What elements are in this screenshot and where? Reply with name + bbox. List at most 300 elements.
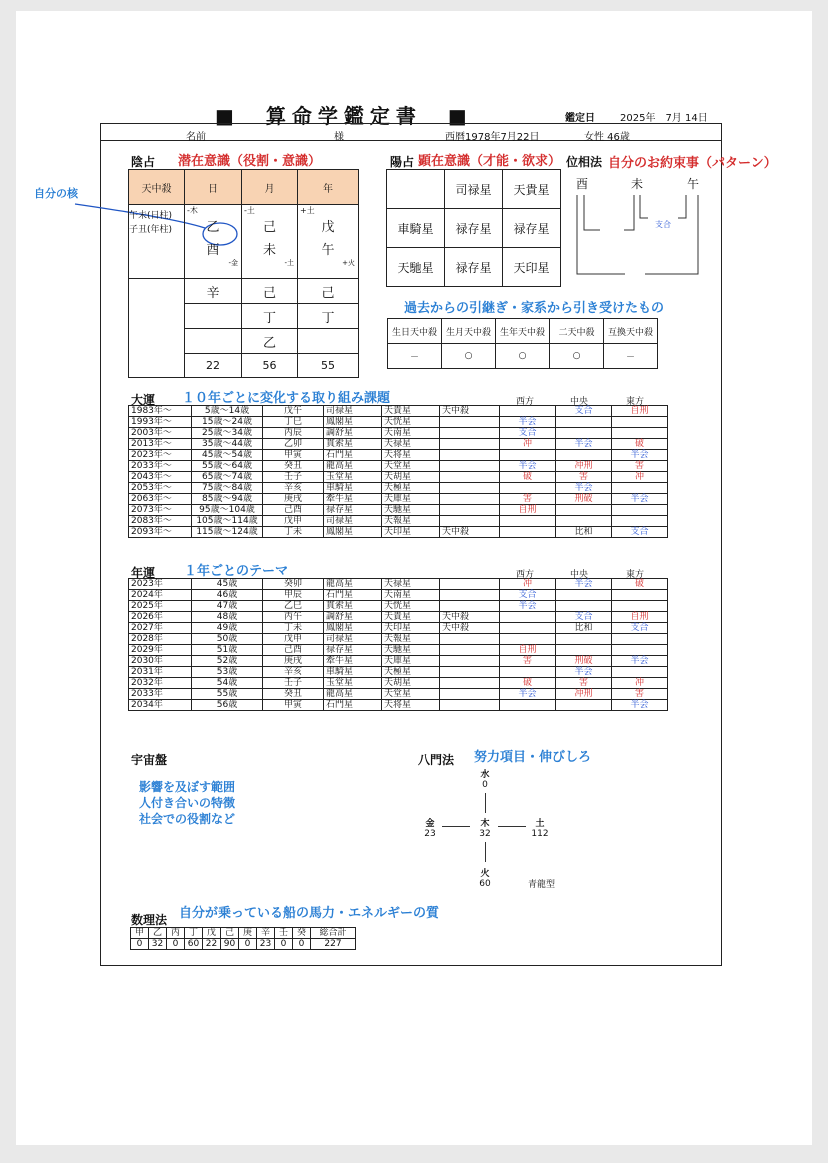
table-cell: 55歳	[192, 689, 263, 700]
sign-day: -木	[187, 206, 198, 215]
yosen-cell: 禄存星	[445, 248, 503, 287]
table-cell: 54歳	[192, 678, 263, 689]
table-cell	[556, 590, 612, 601]
table-cell: 甲辰	[263, 590, 324, 601]
table-cell: 48歳	[192, 612, 263, 623]
suri-cell: 22	[203, 939, 221, 950]
table-cell: 天胡星	[382, 678, 440, 689]
header-year: 年	[298, 170, 359, 205]
zokan-day-2	[185, 304, 242, 329]
table-cell: 2033年～	[129, 461, 192, 472]
table-cell: 丁未	[263, 623, 324, 634]
table-cell: 55歳～64歳	[192, 461, 263, 472]
yosen-label: 陽占	[390, 155, 415, 169]
table-cell: 115歳～124歳	[192, 527, 263, 538]
table-cell: 龍高星	[324, 461, 382, 472]
table-cell	[440, 689, 500, 700]
table-cell: 85歳～94歳	[192, 494, 263, 505]
table-cell: 2025年	[129, 601, 192, 612]
suri-table	[130, 927, 356, 950]
table-cell	[612, 417, 668, 428]
table-cell: 56歳	[192, 700, 263, 711]
table-cell	[440, 450, 500, 461]
table-cell	[440, 667, 500, 678]
zokan-day-3	[185, 329, 242, 354]
zokan-year-2: 丁	[298, 304, 359, 329]
table-cell: 天中殺	[440, 623, 500, 634]
table-cell: 53歳	[192, 667, 263, 678]
yosen-subtitle: 顕在意識（才能・欲求）	[418, 154, 562, 169]
yosen-cell: 禄存星	[445, 209, 503, 248]
table-cell: 龍高星	[324, 689, 382, 700]
header-day: 日	[185, 170, 242, 205]
table-cell	[612, 601, 668, 612]
isou-branch-month: 未	[631, 177, 644, 191]
nenun-dir-west: 西方	[516, 570, 535, 580]
table-cell: 禄存星	[324, 505, 382, 516]
table-cell	[612, 667, 668, 678]
table-cell	[440, 645, 500, 656]
branch-day: 酉	[206, 243, 220, 258]
table-cell: 2030年	[129, 656, 192, 667]
table-cell: 甲寅	[263, 450, 324, 461]
table-cell: 自刑	[612, 612, 668, 623]
table-row	[129, 483, 668, 494]
isou-branch-year: 午	[687, 177, 700, 191]
table-cell: 車騎星	[324, 483, 382, 494]
table-cell: 天庫星	[382, 494, 440, 505]
metal-value: 23	[424, 829, 436, 839]
table-cell: 天将星	[382, 450, 440, 461]
table-cell	[440, 634, 500, 645]
table-cell: 天将星	[382, 700, 440, 711]
table-cell: 95歳～104歳	[192, 505, 263, 516]
wood-value: 32	[479, 829, 491, 839]
core-note: 自分の核	[34, 187, 78, 200]
table-cell: 45歳～54歳	[192, 450, 263, 461]
table-cell	[556, 428, 612, 439]
table-cell: 2027年	[129, 623, 192, 634]
table-cell: 支合	[612, 623, 668, 634]
table-cell: 比和	[556, 527, 612, 538]
table-cell: 49歳	[192, 623, 263, 634]
table-cell: 自刑	[500, 645, 556, 656]
table-cell	[440, 417, 500, 428]
branch-year: 午	[321, 243, 335, 258]
table-cell: 天極星	[382, 667, 440, 678]
table-cell: 冲刑	[556, 461, 612, 472]
table-cell	[440, 516, 500, 527]
table-row	[129, 689, 668, 700]
uchuban-note: 影響を及ぼす範囲	[139, 780, 236, 794]
inyo-label: 陰占	[131, 155, 156, 169]
isou-label: 位相法	[566, 155, 603, 169]
suri-cell: 32	[149, 939, 167, 950]
table-row	[129, 406, 668, 417]
table-cell: 2013年～	[129, 439, 192, 450]
past-value: ○	[496, 344, 550, 369]
tenchusatsu-day: 午未(日柱)	[129, 211, 173, 221]
table-cell: 丁未	[263, 527, 324, 538]
table-cell	[612, 483, 668, 494]
table-cell: 壬子	[263, 678, 324, 689]
table-cell: 天馳星	[382, 505, 440, 516]
past-value: ○	[442, 344, 496, 369]
table-cell	[500, 516, 556, 527]
table-cell: 2028年	[129, 634, 192, 645]
yosen-cell: 司禄星	[445, 170, 503, 209]
table-cell: 貫索星	[324, 439, 382, 450]
suri-cell: 丙	[167, 928, 185, 939]
table-cell	[556, 645, 612, 656]
isou-branch-day: 酉	[576, 177, 589, 191]
table-cell: 2024年	[129, 590, 192, 601]
water-label: 水	[480, 770, 490, 780]
table-cell: 2023年	[129, 579, 192, 590]
table-cell: 5歳～14歳	[192, 406, 263, 417]
table-cell: 天馳星	[382, 645, 440, 656]
table-cell	[440, 439, 500, 450]
table-cell: 2003年～	[129, 428, 192, 439]
table-cell: 冲	[500, 439, 556, 450]
suri-cell: 庚	[239, 928, 257, 939]
table-cell: 2073年～	[129, 505, 192, 516]
table-cell	[612, 645, 668, 656]
table-cell: 壬子	[263, 472, 324, 483]
table-cell: 2043年～	[129, 472, 192, 483]
table-cell: 65歳～74歳	[192, 472, 263, 483]
table-cell: 癸卯	[263, 579, 324, 590]
table-row	[129, 656, 668, 667]
suri-cell: 60	[185, 939, 203, 950]
table-cell: 支合	[500, 428, 556, 439]
table-row	[129, 634, 668, 645]
isou-relation: 支合	[655, 220, 671, 229]
yosen-cell: 禄存星	[503, 209, 561, 248]
water-value: 0	[482, 780, 488, 790]
suri-cell: 癸	[293, 928, 311, 939]
table-cell: 天恍星	[382, 601, 440, 612]
suri-cell: 0	[131, 939, 149, 950]
table-cell	[556, 700, 612, 711]
table-cell: 戊申	[263, 634, 324, 645]
nenun-table	[128, 578, 668, 711]
table-cell: 己酉	[263, 505, 324, 516]
table-cell: 玉堂星	[324, 472, 382, 483]
inyo-table	[128, 169, 359, 378]
fire-value: 60	[479, 879, 491, 889]
header-tenchusatsu: 天中殺	[129, 170, 185, 205]
past-header: 生年天中殺	[496, 319, 550, 344]
table-cell: 半会	[612, 656, 668, 667]
number-month: 56	[242, 354, 298, 378]
table-cell: 辛亥	[263, 483, 324, 494]
wood-label: 木	[480, 819, 490, 829]
table-cell: 破	[500, 472, 556, 483]
table-cell: 刑破	[556, 656, 612, 667]
table-cell: 刑破	[556, 494, 612, 505]
table-cell: 105歳～114歳	[192, 516, 263, 527]
past-header: 二天中殺	[550, 319, 604, 344]
table-cell: 乙巳	[263, 601, 324, 612]
yosen-cell	[387, 170, 445, 209]
table-row	[131, 939, 356, 950]
nenun-subtitle: １年ごとのテーマ	[184, 564, 289, 579]
earth-value: 112	[531, 829, 549, 839]
suri-cell: 丁	[185, 928, 203, 939]
sign-year: +土	[300, 206, 315, 215]
table-cell	[612, 590, 668, 601]
zokan-year-1: 己	[298, 279, 359, 304]
suri-cell: 90	[221, 939, 239, 950]
table-cell: 2083年～	[129, 516, 192, 527]
table-cell: 天報星	[382, 634, 440, 645]
table-cell: 己酉	[263, 645, 324, 656]
table-cell: 丙午	[263, 612, 324, 623]
table-cell: 天中殺	[440, 527, 500, 538]
table-cell: 車騎星	[324, 667, 382, 678]
zokan-day-1: 辛	[185, 279, 242, 304]
table-cell: 半会	[500, 601, 556, 612]
yosen-cell: 天印星	[503, 248, 561, 287]
suri-label: 数理法	[131, 913, 168, 927]
table-cell	[440, 700, 500, 711]
table-cell: 乙卯	[263, 439, 324, 450]
table-cell: 害	[556, 472, 612, 483]
taiun-dir-west: 西方	[516, 397, 535, 407]
table-cell: 支合	[556, 612, 612, 623]
suri-cell: 己	[221, 928, 239, 939]
table-cell	[500, 623, 556, 634]
table-cell: 半会	[612, 494, 668, 505]
table-cell	[612, 516, 668, 527]
table-cell: 35歳～44歳	[192, 439, 263, 450]
table-cell: 比和	[556, 623, 612, 634]
table-cell: 戊午	[263, 406, 324, 417]
table-cell: 2053年～	[129, 483, 192, 494]
suri-cell: 壬	[275, 928, 293, 939]
table-cell: 2093年～	[129, 527, 192, 538]
nenun-dir-east: 東方	[626, 570, 645, 580]
table-row	[129, 505, 668, 516]
table-cell: 支合	[500, 590, 556, 601]
table-cell	[556, 516, 612, 527]
table-cell: 支合	[612, 527, 668, 538]
nenun-dir-center: 中央	[570, 570, 589, 580]
date-value: 2025年 7月 14日	[620, 113, 708, 124]
table-row	[129, 472, 668, 483]
table-cell: 25歳～34歳	[192, 428, 263, 439]
table-cell: 51歳	[192, 645, 263, 656]
hachimon-label: 八門法	[418, 753, 455, 767]
yosen-cell: 天貴星	[503, 170, 561, 209]
table-cell: 丙辰	[263, 428, 324, 439]
table-cell	[440, 461, 500, 472]
table-cell: 1993年～	[129, 417, 192, 428]
page-title: ■ 算命学鑑定書 ■	[215, 104, 473, 128]
table-row	[129, 461, 668, 472]
table-cell	[612, 505, 668, 516]
table-row	[129, 645, 668, 656]
table-cell: 牽牛星	[324, 656, 382, 667]
birth-date: 西暦1978年7月22日	[445, 132, 540, 143]
suri-cell: 戊	[203, 928, 221, 939]
table-cell: 天貴星	[382, 406, 440, 417]
table-cell: 天堂星	[382, 461, 440, 472]
table-cell: 司禄星	[324, 516, 382, 527]
table-cell: 石門星	[324, 590, 382, 601]
header-month: 月	[242, 170, 298, 205]
past-header: 生月天中殺	[442, 319, 496, 344]
table-cell: 半会	[500, 461, 556, 472]
number-day: 22	[185, 354, 242, 378]
table-cell	[500, 450, 556, 461]
suri-cell: 0	[293, 939, 311, 950]
table-row	[129, 678, 668, 689]
fire-label: 火	[480, 869, 490, 879]
gender-age: 女性 46歳	[584, 132, 630, 143]
table-cell: 天胡星	[382, 472, 440, 483]
table-cell: 破	[612, 579, 668, 590]
table-cell: 半会	[500, 417, 556, 428]
table-row	[129, 494, 668, 505]
name-label: 名前	[186, 132, 206, 143]
table-cell: 2033年	[129, 689, 192, 700]
table-cell: 司禄星	[324, 634, 382, 645]
table-cell	[500, 612, 556, 623]
table-cell	[612, 634, 668, 645]
table-row	[131, 928, 356, 939]
table-row	[129, 450, 668, 461]
table-cell: 司禄星	[324, 406, 382, 417]
table-cell: 天報星	[382, 516, 440, 527]
table-cell: 庚戌	[263, 656, 324, 667]
table-cell: 癸丑	[263, 461, 324, 472]
table-cell: 15歳～24歳	[192, 417, 263, 428]
date-label: 鑑定日	[565, 113, 595, 124]
table-cell: 害	[612, 461, 668, 472]
table-cell	[440, 505, 500, 516]
table-cell: 46歳	[192, 590, 263, 601]
tenchusatsu-year: 子丑(年柱)	[129, 225, 173, 235]
table-cell: 害	[500, 494, 556, 505]
stem-day: 乙	[206, 220, 220, 235]
suri-cell: 甲	[131, 928, 149, 939]
table-cell	[440, 656, 500, 667]
past-value: ○	[550, 344, 604, 369]
table-cell	[556, 450, 612, 461]
zokan-month-3: 乙	[242, 329, 298, 354]
table-cell: 2029年	[129, 645, 192, 656]
inyo-subtitle: 潜在意識（役割・意識）	[178, 154, 322, 169]
table-cell: 半会	[612, 700, 668, 711]
table-cell	[500, 527, 556, 538]
number-year: 55	[298, 354, 359, 378]
table-cell	[556, 634, 612, 645]
earth-label: 土	[535, 819, 545, 829]
table-cell: 天恍星	[382, 417, 440, 428]
past-header: 生日天中殺	[388, 319, 442, 344]
table-cell: 47歳	[192, 601, 263, 612]
stem-month: 己	[262, 220, 276, 235]
table-cell: 冲	[612, 472, 668, 483]
table-cell: 害	[500, 656, 556, 667]
table-cell: 玉堂星	[324, 678, 382, 689]
table-row	[129, 527, 668, 538]
table-cell	[440, 678, 500, 689]
table-cell: 52歳	[192, 656, 263, 667]
taiun-dir-east: 東方	[626, 397, 645, 407]
table-cell	[612, 428, 668, 439]
sign-month: -土	[244, 206, 255, 215]
table-cell: 天印星	[382, 623, 440, 634]
table-cell: 甲寅	[263, 700, 324, 711]
table-row	[129, 428, 668, 439]
table-cell: 天禄星	[382, 579, 440, 590]
table-cell: 害	[612, 689, 668, 700]
table-cell: 破	[612, 439, 668, 450]
suri-cell: 辛	[257, 928, 275, 939]
table-cell: 天堂星	[382, 689, 440, 700]
table-cell: 2063年～	[129, 494, 192, 505]
taiun-dir-center: 中央	[570, 397, 589, 407]
yosen-table	[386, 169, 561, 287]
table-cell: 冲	[500, 579, 556, 590]
table-cell: 半会	[556, 667, 612, 678]
table-cell: 天庫星	[382, 656, 440, 667]
table-cell	[500, 700, 556, 711]
table-row	[129, 417, 668, 428]
isou-subtitle: 自分のお約束事（パターン）	[608, 156, 777, 171]
table-cell: 天印星	[382, 527, 440, 538]
table-cell: 辛亥	[263, 667, 324, 678]
table-row	[129, 623, 668, 634]
table-cell: 自刑	[500, 505, 556, 516]
suri-cell: 総合計	[311, 928, 356, 939]
table-cell: 破	[500, 678, 556, 689]
suri-cell: 乙	[149, 928, 167, 939]
table-cell: 45歳	[192, 579, 263, 590]
table-cell	[440, 579, 500, 590]
table-cell: 禄存星	[324, 645, 382, 656]
table-cell	[440, 428, 500, 439]
table-cell: 石門星	[324, 450, 382, 461]
table-row	[129, 601, 668, 612]
table-cell	[440, 472, 500, 483]
table-cell	[440, 590, 500, 601]
table-cell	[500, 634, 556, 645]
table-cell: 50歳	[192, 634, 263, 645]
table-cell	[500, 483, 556, 494]
table-cell: 2032年	[129, 678, 192, 689]
table-cell: 1983年～	[129, 406, 192, 417]
table-cell: 2023年～	[129, 450, 192, 461]
past-value: －	[388, 344, 442, 369]
table-cell: 天中殺	[440, 612, 500, 623]
table-cell	[440, 601, 500, 612]
table-row	[129, 516, 668, 527]
suri-cell: 23	[257, 939, 275, 950]
table-cell: 天貴星	[382, 612, 440, 623]
table-cell: 鳳閣星	[324, 417, 382, 428]
table-cell: 丁巳	[263, 417, 324, 428]
table-cell: 天禄星	[382, 439, 440, 450]
table-cell: 石門星	[324, 700, 382, 711]
yosen-cell: 車騎星	[387, 209, 445, 248]
past-subtitle: 過去からの引継ぎ・家系から引き受けたもの	[404, 301, 665, 316]
suri-cell: 0	[275, 939, 293, 950]
taiun-table	[128, 405, 668, 538]
